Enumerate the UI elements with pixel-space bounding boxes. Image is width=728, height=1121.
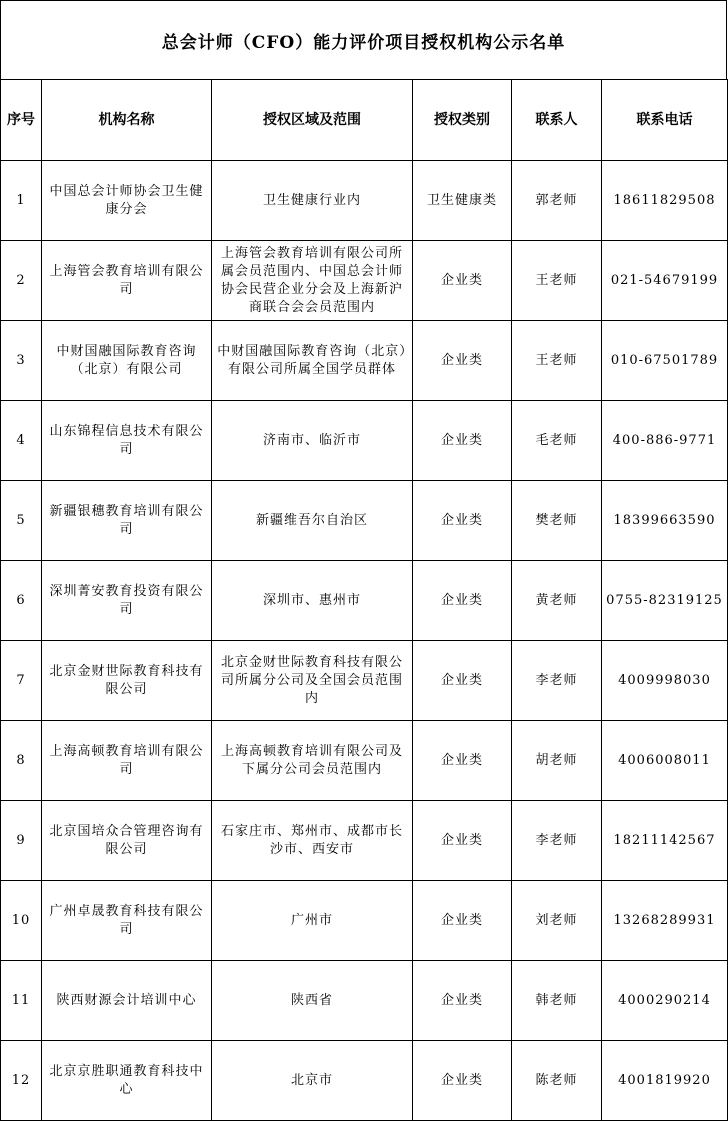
row-number: 5 — [1, 481, 42, 561]
contact-phone: 4001819920 — [602, 1041, 728, 1121]
table-row — [1, 561, 728, 641]
row-number: 10 — [1, 881, 42, 961]
authorization-type: 卫生健康类 — [413, 161, 512, 241]
institution-name: 中国总会计师协会卫生健康分会 — [42, 161, 212, 241]
contact-person: 韩老师 — [512, 961, 602, 1041]
row-number: 1 — [1, 161, 42, 241]
authorization-type: 企业类 — [413, 801, 512, 881]
contact-phone: 18611829508 — [602, 161, 728, 241]
contact-person: 胡老师 — [512, 721, 602, 801]
table-row — [1, 801, 728, 881]
institution-name: 上海高顿教育培训有限公司 — [42, 721, 212, 801]
contact-phone: 18211142567 — [602, 801, 728, 881]
contact-phone: 18399663590 — [602, 481, 728, 561]
contact-person: 李老师 — [512, 801, 602, 881]
document-title: 总会计师（CFO）能力评价项目授权机构公示名单 — [0, 0, 727, 80]
institution-name: 广州卓晟教育科技有限公司 — [42, 881, 212, 961]
table-row — [1, 961, 728, 1041]
contact-phone: 4000290214 — [602, 961, 728, 1041]
institution-name: 中财国融国际教育咨询（北京）有限公司 — [42, 321, 212, 401]
table-row — [1, 161, 728, 241]
row-number: 9 — [1, 801, 42, 881]
table-row — [1, 481, 728, 561]
institution-name: 北京国培众合管理咨询有限公司 — [42, 801, 212, 881]
authorization-type: 企业类 — [413, 561, 512, 641]
authorization-type: 企业类 — [413, 881, 512, 961]
row-number: 8 — [1, 721, 42, 801]
row-number: 6 — [1, 561, 42, 641]
table-row — [1, 881, 728, 961]
authorization-type: 企业类 — [413, 321, 512, 401]
row-number: 2 — [1, 241, 42, 321]
contact-phone: 021-54679199 — [602, 241, 728, 321]
row-number: 12 — [1, 1041, 42, 1121]
header-contact: 联系人 — [512, 80, 602, 161]
authorization-type: 企业类 — [413, 241, 512, 321]
authorized-scope: 新疆维吾尔自治区 — [212, 481, 413, 561]
institution-name: 陕西财源会计培训中心 — [42, 961, 212, 1041]
contact-phone: 400-886-9771 — [602, 401, 728, 481]
table-row — [1, 321, 728, 401]
contact-person: 毛老师 — [512, 401, 602, 481]
table-row — [1, 401, 728, 481]
authorized-scope: 广州市 — [212, 881, 413, 961]
authorized-scope: 上海高顿教育培训有限公司及下属分公司会员范围内 — [212, 721, 413, 801]
authorization-type: 企业类 — [413, 641, 512, 721]
header-phone: 联系电话 — [602, 80, 728, 161]
authorized-scope: 济南市、临沂市 — [212, 401, 413, 481]
table-row — [1, 721, 728, 801]
authorization-type: 企业类 — [413, 721, 512, 801]
contact-person: 刘老师 — [512, 881, 602, 961]
header-name: 机构名称 — [42, 80, 212, 161]
contact-phone: 4006008011 — [602, 721, 728, 801]
institution-name: 深圳菁安教育投资有限公司 — [42, 561, 212, 641]
institution-name: 北京京胜职通教育科技中心 — [42, 1041, 212, 1121]
contact-person: 郭老师 — [512, 161, 602, 241]
header-type: 授权类别 — [413, 80, 512, 161]
authorized-scope: 深圳市、惠州市 — [212, 561, 413, 641]
contact-person: 李老师 — [512, 641, 602, 721]
institution-table — [0, 79, 728, 1121]
authorized-scope: 北京市 — [212, 1041, 413, 1121]
contact-person: 王老师 — [512, 321, 602, 401]
contact-phone: 010-67501789 — [602, 321, 728, 401]
contact-phone: 13268289931 — [602, 881, 728, 961]
contact-phone: 4009998030 — [602, 641, 728, 721]
authorized-scope: 石家庄市、郑州市、成都市长沙市、西安市 — [212, 801, 413, 881]
authorized-scope: 卫生健康行业内 — [212, 161, 413, 241]
table-header-row — [1, 80, 728, 161]
institution-name: 北京金财世际教育科技有限公司 — [42, 641, 212, 721]
contact-phone: 0755-82319125 — [602, 561, 728, 641]
authorization-type: 企业类 — [413, 481, 512, 561]
institution-name: 新疆银穗教育培训有限公司 — [42, 481, 212, 561]
contact-person: 樊老师 — [512, 481, 602, 561]
row-number: 7 — [1, 641, 42, 721]
authorized-scope: 北京金财世际教育科技有限公司所属分公司及全国会员范围内 — [212, 641, 413, 721]
row-number: 11 — [1, 961, 42, 1041]
contact-person: 黄老师 — [512, 561, 602, 641]
table-row — [1, 641, 728, 721]
authorization-type: 企业类 — [413, 401, 512, 481]
header-no: 序号 — [1, 80, 42, 161]
table-row — [1, 241, 728, 321]
authorization-type: 企业类 — [413, 1041, 512, 1121]
header-scope: 授权区域及范围 — [212, 80, 413, 161]
authorized-scope: 陕西省 — [212, 961, 413, 1041]
contact-person: 陈老师 — [512, 1041, 602, 1121]
contact-person: 王老师 — [512, 241, 602, 321]
institution-name: 上海管会教育培训有限公司 — [42, 241, 212, 321]
authorized-scope: 中财国融国际教育咨询（北京）有限公司所属全国学员群体 — [212, 321, 413, 401]
table-row — [1, 1041, 728, 1121]
authorized-scope: 上海管会教育培训有限公司所属会员范围内、中国总会计师协会民营企业分会及上海新沪商联合会会员范围内 — [212, 241, 413, 321]
authorization-type: 企业类 — [413, 961, 512, 1041]
row-number: 4 — [1, 401, 42, 481]
institution-name: 山东锦程信息技术有限公司 — [42, 401, 212, 481]
row-number: 3 — [1, 321, 42, 401]
